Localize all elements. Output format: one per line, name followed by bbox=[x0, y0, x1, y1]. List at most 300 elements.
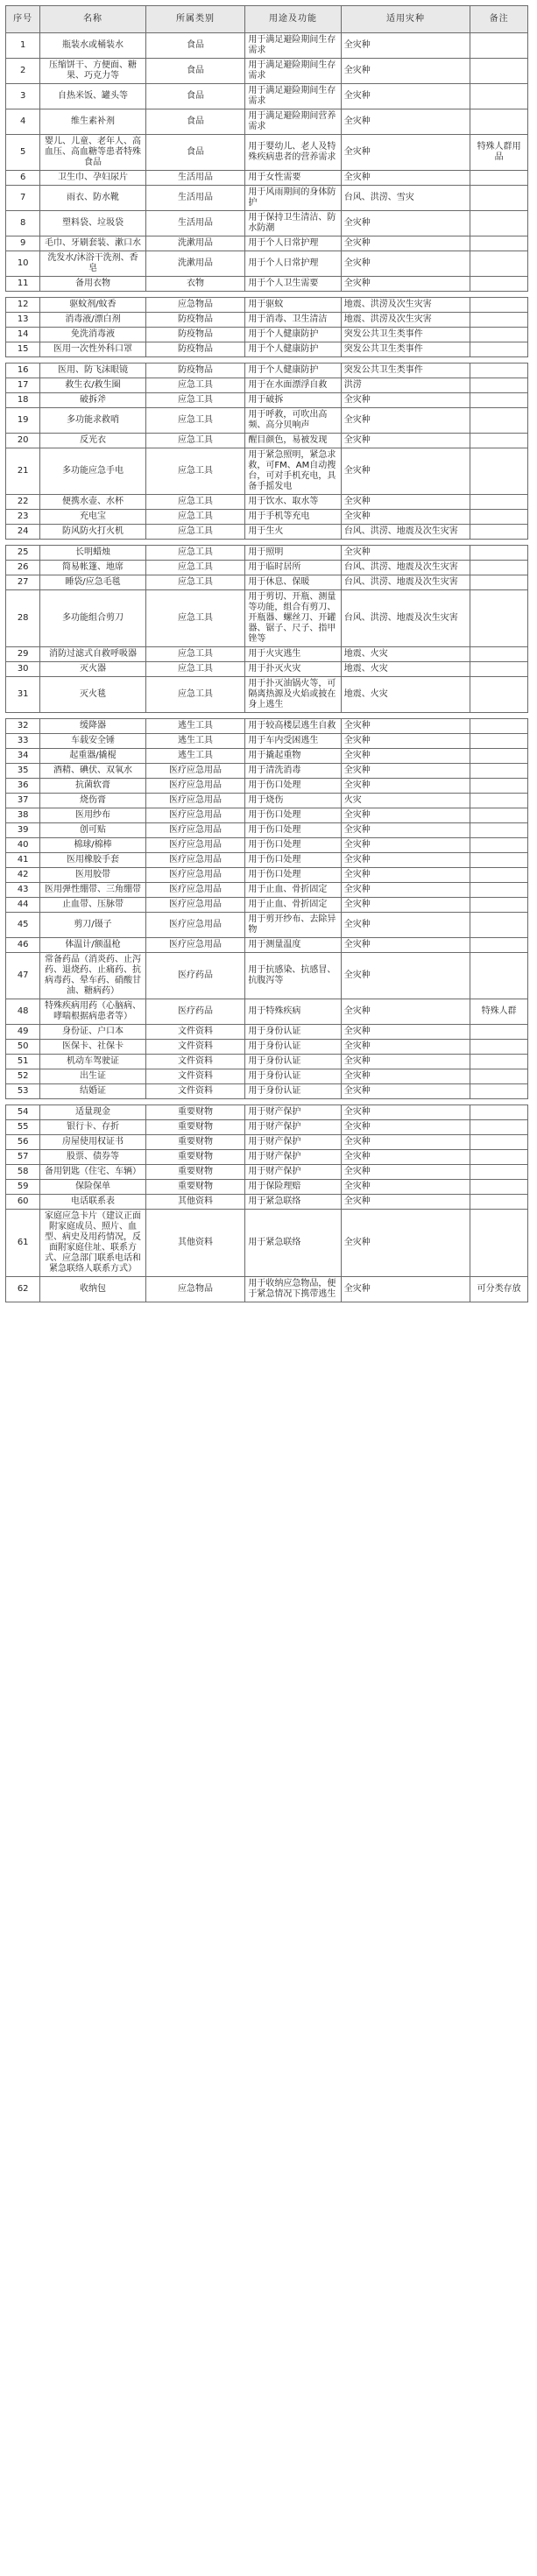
row-number: 52 bbox=[6, 1069, 40, 1084]
item-category: 文件资料 bbox=[145, 1040, 245, 1055]
item-category: 衣物 bbox=[145, 277, 245, 292]
applicable-disaster: 全灾种 bbox=[341, 1055, 470, 1069]
applicable-disaster: 全灾种 bbox=[341, 510, 470, 525]
table-row bbox=[6, 408, 528, 434]
table-row bbox=[6, 719, 528, 734]
table-row bbox=[6, 1040, 528, 1055]
row-number: 50 bbox=[6, 1040, 40, 1055]
row-number: 30 bbox=[6, 662, 40, 677]
table-segment bbox=[5, 545, 532, 713]
applicable-disaster: 全灾种 bbox=[341, 779, 470, 794]
item-category: 防疫物品 bbox=[145, 328, 245, 342]
applicable-disaster: 台风、洪涝、地震及次生灾害 bbox=[341, 525, 470, 540]
item-usage: 用于满足避险期间生存需求 bbox=[245, 59, 341, 84]
item-note bbox=[470, 1084, 528, 1099]
table-row bbox=[6, 749, 528, 764]
item-usage: 用于身份认证 bbox=[245, 1055, 341, 1069]
item-note bbox=[470, 1165, 528, 1180]
applicable-disaster: 全灾种 bbox=[341, 408, 470, 434]
item-category: 应急工具 bbox=[145, 408, 245, 434]
table-row bbox=[6, 794, 528, 808]
item-category: 应急工具 bbox=[145, 393, 245, 408]
item-note bbox=[470, 938, 528, 953]
item-category: 应急物品 bbox=[145, 298, 245, 313]
item-usage: 用于伤口处理 bbox=[245, 868, 341, 883]
item-name: 医用、防飞沫眼镜 bbox=[40, 363, 145, 378]
row-number: 6 bbox=[6, 171, 40, 186]
item-usage: 用于烧伤 bbox=[245, 794, 341, 808]
item-name: 简易帐篷、地席 bbox=[40, 561, 145, 575]
item-category: 应急工具 bbox=[145, 647, 245, 662]
table-segment bbox=[5, 363, 532, 540]
item-usage: 用于身份认证 bbox=[245, 1069, 341, 1084]
item-usage: 用于财产保护 bbox=[245, 1165, 341, 1180]
item-usage: 用于剪切、开瓶、测量等功能，组合有剪刀、开瓶器、螺丝刀、开罐器、锯子、尺子、指甲锉等 bbox=[245, 590, 341, 647]
item-category: 逃生工具 bbox=[145, 734, 245, 749]
row-number: 29 bbox=[6, 647, 40, 662]
table-row bbox=[6, 561, 528, 575]
item-name: 长明蜡烛 bbox=[40, 546, 145, 561]
item-note bbox=[470, 662, 528, 677]
table-row bbox=[6, 378, 528, 393]
item-usage: 用于保险理赔 bbox=[245, 1180, 341, 1195]
row-number: 16 bbox=[6, 363, 40, 378]
item-note bbox=[470, 749, 528, 764]
row-number: 46 bbox=[6, 938, 40, 953]
item-note bbox=[470, 647, 528, 662]
item-usage: 用于紧急照明，紧急求救，可FM、AM自动搜台，可对手机充电，具备手摇发电 bbox=[245, 448, 341, 495]
applicable-disaster: 全灾种 bbox=[341, 823, 470, 838]
item-usage: 用于破拆 bbox=[245, 393, 341, 408]
row-number: 14 bbox=[6, 328, 40, 342]
item-name: 多功能求救哨 bbox=[40, 408, 145, 434]
item-category: 医疗应急用品 bbox=[145, 913, 245, 938]
item-category: 文件资料 bbox=[145, 1025, 245, 1040]
row-number: 19 bbox=[6, 408, 40, 434]
applicable-disaster: 全灾种 bbox=[341, 999, 470, 1025]
item-usage: 用于个人健康防护 bbox=[245, 328, 341, 342]
item-name: 消毒液/漂白剂 bbox=[40, 313, 145, 328]
table-row bbox=[6, 1150, 528, 1165]
applicable-disaster: 全灾种 bbox=[341, 546, 470, 561]
row-number: 5 bbox=[6, 135, 40, 171]
applicable-disaster: 全灾种 bbox=[341, 883, 470, 898]
item-category: 应急工具 bbox=[145, 561, 245, 575]
table-segment bbox=[5, 5, 532, 292]
item-name: 破拆斧 bbox=[40, 393, 145, 408]
item-usage: 用于伤口处理 bbox=[245, 838, 341, 853]
item-category: 重要财物 bbox=[145, 1120, 245, 1135]
table-row bbox=[6, 171, 528, 186]
item-category: 医疗药品 bbox=[145, 999, 245, 1025]
item-note bbox=[470, 677, 528, 713]
item-usage: 用于身份认证 bbox=[245, 1084, 341, 1099]
table-row bbox=[6, 938, 528, 953]
table-row bbox=[6, 1277, 528, 1302]
item-name: 充电宝 bbox=[40, 510, 145, 525]
item-name: 烧伤膏 bbox=[40, 794, 145, 808]
item-name: 家庭应急卡片（建议正面附家庭成员、照片、血型、病史及用药情况，反面附家庭住址、联系方式、应急部门联系电话和紧急联络人联系方式） bbox=[40, 1210, 145, 1277]
item-name: 婴儿、儿童、老年人、高血压、高血糖等患者特殊食品 bbox=[40, 135, 145, 171]
item-note bbox=[470, 328, 528, 342]
applicable-disaster: 全灾种 bbox=[341, 1069, 470, 1084]
item-note bbox=[470, 953, 528, 999]
item-usage: 用于个人日常护理 bbox=[245, 251, 341, 277]
item-name: 剪刀/镊子 bbox=[40, 913, 145, 938]
table-row bbox=[6, 393, 528, 408]
item-name: 缓降器 bbox=[40, 719, 145, 734]
item-note bbox=[470, 363, 528, 378]
item-category: 生活用品 bbox=[145, 211, 245, 236]
supply-table bbox=[5, 297, 528, 357]
item-usage: 用于紧急联络 bbox=[245, 1195, 341, 1210]
item-note bbox=[470, 495, 528, 510]
applicable-disaster: 台风、洪涝、地震及次生灾害 bbox=[341, 575, 470, 590]
column-header: 用途及功能 bbox=[245, 6, 341, 33]
item-note bbox=[470, 1150, 528, 1165]
applicable-disaster: 全灾种 bbox=[341, 211, 470, 236]
item-name: 防风防火打火机 bbox=[40, 525, 145, 540]
item-usage: 用于消毒、卫生清洁 bbox=[245, 313, 341, 328]
item-name: 特殊疾病用药（心脑病、哮喘根据病患者等） bbox=[40, 999, 145, 1025]
item-name: 医保卡、社保卡 bbox=[40, 1040, 145, 1055]
row-number: 4 bbox=[6, 109, 40, 135]
item-category: 应急工具 bbox=[145, 546, 245, 561]
item-category: 防疫物品 bbox=[145, 313, 245, 328]
row-number: 44 bbox=[6, 898, 40, 913]
item-name: 止血带、压脉带 bbox=[40, 898, 145, 913]
item-usage: 用于生火 bbox=[245, 525, 341, 540]
row-number: 41 bbox=[6, 853, 40, 868]
column-header: 所属类别 bbox=[145, 6, 245, 33]
item-name: 反光衣 bbox=[40, 434, 145, 448]
item-category: 应急工具 bbox=[145, 495, 245, 510]
row-number: 43 bbox=[6, 883, 40, 898]
item-category: 食品 bbox=[145, 109, 245, 135]
item-category: 应急工具 bbox=[145, 525, 245, 540]
row-number: 35 bbox=[6, 764, 40, 779]
table-row bbox=[6, 298, 528, 313]
item-note bbox=[470, 779, 528, 794]
applicable-disaster: 全灾种 bbox=[341, 1120, 470, 1135]
table-row bbox=[6, 328, 528, 342]
item-category: 医疗应急用品 bbox=[145, 779, 245, 794]
item-category: 食品 bbox=[145, 135, 245, 171]
item-note bbox=[470, 448, 528, 495]
applicable-disaster: 突发公共卫生类事件 bbox=[341, 363, 470, 378]
item-usage: 用于婴幼儿、老人及特殊疾病患者的营养需求 bbox=[245, 135, 341, 171]
item-note bbox=[470, 59, 528, 84]
item-note bbox=[470, 342, 528, 357]
item-name: 适量现金 bbox=[40, 1105, 145, 1120]
item-note: 特殊人群 bbox=[470, 999, 528, 1025]
item-name: 卫生巾、孕妇尿片 bbox=[40, 171, 145, 186]
table-row bbox=[6, 434, 528, 448]
row-number: 17 bbox=[6, 378, 40, 393]
row-number: 3 bbox=[6, 84, 40, 109]
applicable-disaster: 全灾种 bbox=[341, 1210, 470, 1277]
item-name: 车载安全锤 bbox=[40, 734, 145, 749]
applicable-disaster: 全灾种 bbox=[341, 938, 470, 953]
row-number: 49 bbox=[6, 1025, 40, 1040]
table-row bbox=[6, 647, 528, 662]
item-usage: 用于满足避险期间生存需求 bbox=[245, 33, 341, 59]
item-name: 压缩饼干、方便面、糖果、巧克力等 bbox=[40, 59, 145, 84]
table-row bbox=[6, 838, 528, 853]
item-name: 医用橡胶手套 bbox=[40, 853, 145, 868]
item-note bbox=[470, 378, 528, 393]
table-row bbox=[6, 1084, 528, 1099]
item-name: 常备药品（消炎药、止泻药、退烧药、止痛药、抗病毒药、晕车药、硝酸甘油、糖病药） bbox=[40, 953, 145, 999]
item-name: 股票、债券等 bbox=[40, 1150, 145, 1165]
applicable-disaster: 全灾种 bbox=[341, 33, 470, 59]
item-category: 应急工具 bbox=[145, 510, 245, 525]
item-note bbox=[470, 1210, 528, 1277]
item-usage: 用于扑灭油锅火等，可隔离热源及火焰或披在身上逃生 bbox=[245, 677, 341, 713]
item-note bbox=[470, 823, 528, 838]
table-segment bbox=[5, 297, 532, 357]
row-number: 45 bbox=[6, 913, 40, 938]
item-name: 结婚证 bbox=[40, 1084, 145, 1099]
item-name: 医用胶带 bbox=[40, 868, 145, 883]
row-number: 27 bbox=[6, 575, 40, 590]
row-number: 36 bbox=[6, 779, 40, 794]
item-note bbox=[470, 853, 528, 868]
applicable-disaster: 全灾种 bbox=[341, 838, 470, 853]
item-note bbox=[470, 393, 528, 408]
table-row bbox=[6, 33, 528, 59]
applicable-disaster: 全灾种 bbox=[341, 853, 470, 868]
supply-table bbox=[5, 545, 528, 713]
table-row bbox=[6, 236, 528, 251]
item-name: 灭火毯 bbox=[40, 677, 145, 713]
applicable-disaster: 全灾种 bbox=[341, 898, 470, 913]
applicable-disaster: 全灾种 bbox=[341, 749, 470, 764]
item-note bbox=[470, 913, 528, 938]
table-row bbox=[6, 1135, 528, 1150]
item-category: 应急工具 bbox=[145, 662, 245, 677]
item-note bbox=[470, 1040, 528, 1055]
item-category: 食品 bbox=[145, 59, 245, 84]
item-note bbox=[470, 590, 528, 647]
table-row bbox=[6, 1105, 528, 1120]
item-note bbox=[470, 510, 528, 525]
item-name: 创可贴 bbox=[40, 823, 145, 838]
item-usage: 用于保持卫生清洁、防水防潮 bbox=[245, 211, 341, 236]
table-row bbox=[6, 1025, 528, 1040]
item-name: 毛巾、牙刷套装、漱口水 bbox=[40, 236, 145, 251]
item-note bbox=[470, 84, 528, 109]
table-row bbox=[6, 59, 528, 84]
item-name: 维生素补剂 bbox=[40, 109, 145, 135]
item-category: 文件资料 bbox=[145, 1084, 245, 1099]
row-number: 15 bbox=[6, 342, 40, 357]
item-name: 多功能组合剪刀 bbox=[40, 590, 145, 647]
row-number: 1 bbox=[6, 33, 40, 59]
item-usage: 用于呼救，可吹出高频、高分贝响声 bbox=[245, 408, 341, 434]
row-number: 8 bbox=[6, 211, 40, 236]
table-row bbox=[6, 495, 528, 510]
item-note bbox=[470, 898, 528, 913]
applicable-disaster: 洪涝 bbox=[341, 378, 470, 393]
row-number: 2 bbox=[6, 59, 40, 84]
applicable-disaster: 地震、火灾 bbox=[341, 662, 470, 677]
item-name: 便携水壶、水杯 bbox=[40, 495, 145, 510]
item-usage: 用于照明 bbox=[245, 546, 341, 561]
item-name: 免洗消毒液 bbox=[40, 328, 145, 342]
row-number: 61 bbox=[6, 1210, 40, 1277]
applicable-disaster: 地震、洪涝及次生灾害 bbox=[341, 313, 470, 328]
table-row bbox=[6, 1055, 528, 1069]
row-number: 55 bbox=[6, 1120, 40, 1135]
row-number: 37 bbox=[6, 794, 40, 808]
applicable-disaster: 全灾种 bbox=[341, 1150, 470, 1165]
item-name: 棉球/棉棒 bbox=[40, 838, 145, 853]
table-row bbox=[6, 84, 528, 109]
row-number: 24 bbox=[6, 525, 40, 540]
item-category: 防疫物品 bbox=[145, 363, 245, 378]
item-name: 灭火器 bbox=[40, 662, 145, 677]
table-row bbox=[6, 277, 528, 292]
item-category: 应急物品 bbox=[145, 1277, 245, 1302]
table-row bbox=[6, 1210, 528, 1277]
item-category: 应急工具 bbox=[145, 434, 245, 448]
table-row bbox=[6, 510, 528, 525]
column-header: 名称 bbox=[40, 6, 145, 33]
item-usage: 用于撬起重物 bbox=[245, 749, 341, 764]
applicable-disaster: 全灾种 bbox=[341, 1135, 470, 1150]
item-category: 文件资料 bbox=[145, 1055, 245, 1069]
item-usage: 用于财产保护 bbox=[245, 1150, 341, 1165]
item-usage: 用于伤口处理 bbox=[245, 853, 341, 868]
table-row bbox=[6, 448, 528, 495]
table-row bbox=[6, 1069, 528, 1084]
applicable-disaster: 全灾种 bbox=[341, 135, 470, 171]
row-number: 42 bbox=[6, 868, 40, 883]
supply-table bbox=[5, 1105, 528, 1302]
supply-table bbox=[5, 718, 528, 1099]
item-usage: 用于紧急联络 bbox=[245, 1210, 341, 1277]
item-category: 应急工具 bbox=[145, 590, 245, 647]
table-row bbox=[6, 999, 528, 1025]
row-number: 12 bbox=[6, 298, 40, 313]
table-row bbox=[6, 779, 528, 794]
item-name: 体温计/额温枪 bbox=[40, 938, 145, 953]
item-category: 其他资料 bbox=[145, 1210, 245, 1277]
row-number: 58 bbox=[6, 1165, 40, 1180]
table-row bbox=[6, 898, 528, 913]
item-note bbox=[470, 298, 528, 313]
applicable-disaster: 全灾种 bbox=[341, 448, 470, 495]
applicable-disaster: 全灾种 bbox=[341, 59, 470, 84]
row-number: 62 bbox=[6, 1277, 40, 1302]
table-row bbox=[6, 546, 528, 561]
applicable-disaster: 台风、洪涝、雪灾 bbox=[341, 186, 470, 211]
checklist-document bbox=[5, 5, 532, 1302]
item-name: 洗发水/沐浴干洗剂、香皂 bbox=[40, 251, 145, 277]
item-note bbox=[470, 1069, 528, 1084]
item-category: 食品 bbox=[145, 33, 245, 59]
table-row bbox=[6, 186, 528, 211]
item-category: 应急工具 bbox=[145, 575, 245, 590]
item-usage: 用于满足避险期间生存需求 bbox=[245, 84, 341, 109]
applicable-disaster: 突发公共卫生类事件 bbox=[341, 342, 470, 357]
item-usage: 用于身份认证 bbox=[245, 1025, 341, 1040]
table-row bbox=[6, 211, 528, 236]
item-note bbox=[470, 186, 528, 211]
item-name: 身份证、户口本 bbox=[40, 1025, 145, 1040]
item-usage: 醒目颜色，易被发现 bbox=[245, 434, 341, 448]
applicable-disaster: 全灾种 bbox=[341, 1195, 470, 1210]
row-number: 7 bbox=[6, 186, 40, 211]
item-category: 洗漱用品 bbox=[145, 251, 245, 277]
item-name: 自热米饭、罐头等 bbox=[40, 84, 145, 109]
item-note bbox=[470, 808, 528, 823]
item-usage: 用于伤口处理 bbox=[245, 808, 341, 823]
item-name: 消防过滤式自救呼吸器 bbox=[40, 647, 145, 662]
item-usage: 用于车内受困逃生 bbox=[245, 734, 341, 749]
row-number: 10 bbox=[6, 251, 40, 277]
item-usage: 用于收纳应急物品，便于紧急情况下携带逃生 bbox=[245, 1277, 341, 1302]
item-category: 医疗应急用品 bbox=[145, 838, 245, 853]
row-number: 51 bbox=[6, 1055, 40, 1069]
item-category: 洗漱用品 bbox=[145, 236, 245, 251]
item-note: 可分类存放 bbox=[470, 1277, 528, 1302]
item-category: 应急工具 bbox=[145, 378, 245, 393]
item-usage: 用于剪开纱布、去除异物 bbox=[245, 913, 341, 938]
row-number: 23 bbox=[6, 510, 40, 525]
table-row bbox=[6, 913, 528, 938]
item-note bbox=[470, 109, 528, 135]
item-category: 医疗应急用品 bbox=[145, 898, 245, 913]
item-category: 逃生工具 bbox=[145, 719, 245, 734]
applicable-disaster: 全灾种 bbox=[341, 1165, 470, 1180]
item-note: 特殊人群用品 bbox=[470, 135, 528, 171]
item-usage: 用于身份认证 bbox=[245, 1040, 341, 1055]
item-name: 起重器/撬棍 bbox=[40, 749, 145, 764]
applicable-disaster: 全灾种 bbox=[341, 1084, 470, 1099]
item-note bbox=[470, 719, 528, 734]
item-name: 救生衣/救生圈 bbox=[40, 378, 145, 393]
item-note bbox=[470, 408, 528, 434]
item-name: 多功能应急手电 bbox=[40, 448, 145, 495]
item-note bbox=[470, 313, 528, 328]
table-row bbox=[6, 764, 528, 779]
table-row bbox=[6, 1180, 528, 1195]
item-category: 逃生工具 bbox=[145, 749, 245, 764]
table-row bbox=[6, 109, 528, 135]
item-usage: 用于女性需要 bbox=[245, 171, 341, 186]
table-row bbox=[6, 953, 528, 999]
row-number: 25 bbox=[6, 546, 40, 561]
item-note bbox=[470, 236, 528, 251]
item-category: 医疗应急用品 bbox=[145, 764, 245, 779]
table-row bbox=[6, 883, 528, 898]
item-name: 备用衣物 bbox=[40, 277, 145, 292]
table-header-row bbox=[6, 6, 528, 33]
item-category: 应急工具 bbox=[145, 677, 245, 713]
row-number: 40 bbox=[6, 838, 40, 853]
item-note bbox=[470, 883, 528, 898]
item-category: 食品 bbox=[145, 84, 245, 109]
table-row bbox=[6, 575, 528, 590]
item-name: 电话联系表 bbox=[40, 1195, 145, 1210]
row-number: 21 bbox=[6, 448, 40, 495]
table-row bbox=[6, 1165, 528, 1180]
item-note bbox=[470, 546, 528, 561]
applicable-disaster: 地震、洪涝及次生灾害 bbox=[341, 298, 470, 313]
column-header: 备注 bbox=[470, 6, 528, 33]
